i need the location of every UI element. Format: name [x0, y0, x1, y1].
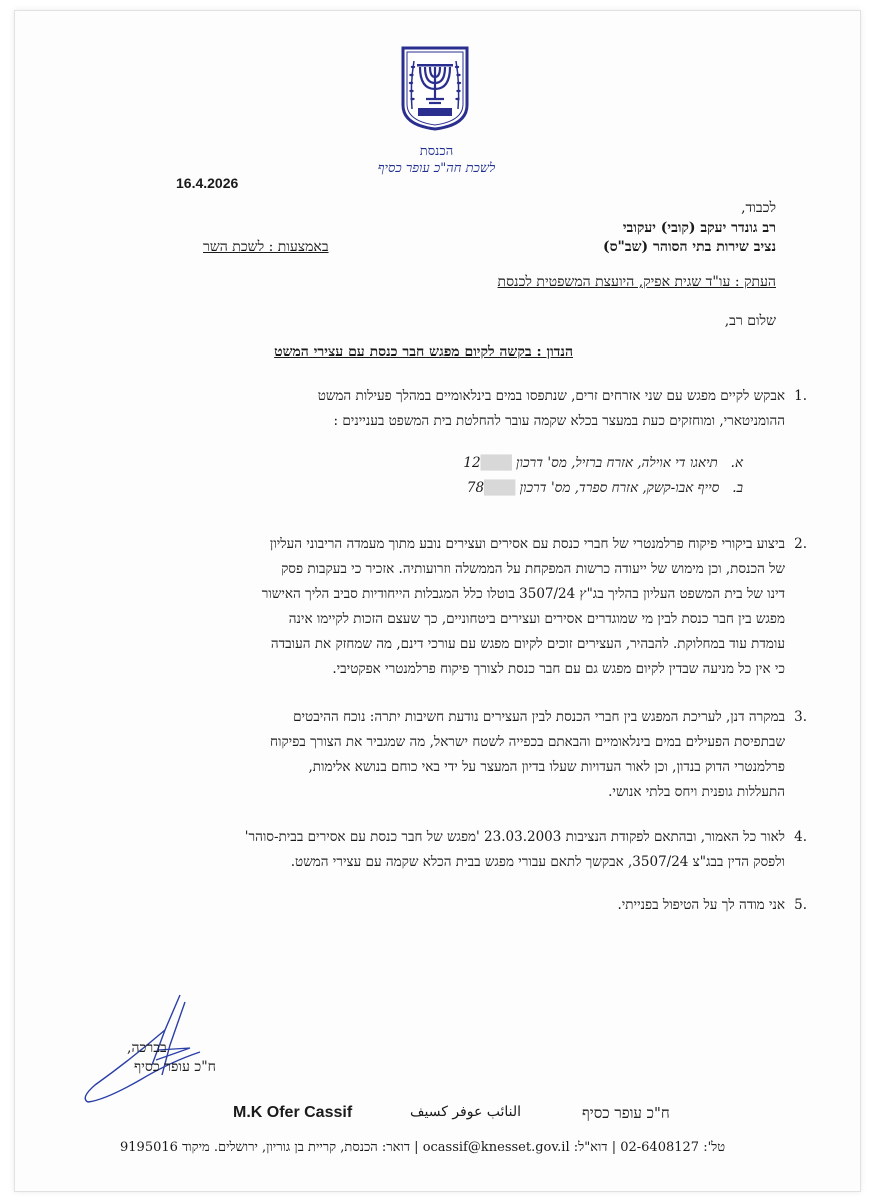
paragraph-4	[95, 825, 807, 875]
paragraph-line: מפגש בין חבר כנסת לבין מי שמוגדרים אסירים ועצירים ביטחוניים, כך שעצם הזכות לקיימו אינה	[288, 611, 785, 627]
paragraph-line: ביצוע ביקורי פיקוח פרלמנטרי של חברי כנסת עם אסירים ועצירים נובע מתוך מעמדה הריבוני העליון	[269, 536, 785, 552]
paragraph-number: 2.	[794, 536, 807, 552]
paragraph-number: 3.	[794, 709, 807, 725]
redacted-passport: ███	[480, 455, 512, 471]
passport-suffix: 12	[463, 455, 481, 471]
name-english: M.K Ofer Cassif	[233, 1104, 353, 1121]
passport-suffix: 78	[466, 480, 485, 496]
paragraph-line: פרלמנטרי הדוק בנדון, וכן לאור העדויות שעלו בדיון המעצר על ידי באי כוחם בנושא אלימות,	[308, 759, 785, 775]
paragraph-number: 5.	[794, 897, 807, 913]
closing: בברכה,	[127, 1040, 167, 1056]
paragraph-1	[95, 384, 807, 434]
paragraph-number: 4.	[794, 829, 807, 845]
detainee-text: תיאגו די אוילה, אזרח ברזיל, מס' דרכון	[516, 455, 718, 471]
via-line: באמצעות : לשכת השר	[203, 239, 329, 255]
paragraph-line: דינו של בית המשפט העליון בהליך בג"ץ 3507/24 בוטלו כלל המגבלות הייחודיות סביב הליך האישור	[261, 586, 785, 602]
cc-line: העתק : עו"ד שגית אפיק, היועצת המשפטית לכנסת	[497, 274, 776, 290]
greeting: שלום רב,	[724, 313, 776, 329]
paragraph-line: של הכנסת, וכן מימוש של ייעודה כרשות המפקחת על הממשלה וזרועותיה. אזכיר כי בעקבות פסק	[281, 561, 785, 577]
paragraph-line: עומדת עוד במחלוקת. להבהיר, העצירים זוכים לקיום מפגש עם עורכי דינם, מה שמחזק את העובדה	[270, 636, 785, 652]
detainee-text: סייף אבו-קשק, אזרח ספרד, מס' דרכון	[519, 480, 720, 496]
paragraph-3	[95, 705, 807, 805]
recipient-title: נציב שירות בתי הסוהר (שב"ס)	[602, 239, 776, 255]
paragraph-line: אבקש לקיים מפגש עם שני אזרחים זרים, שנתפסו במים בינלאומיים במהלך פעילות המשט	[317, 388, 785, 404]
subject-line: הנדון : בקשה לקיום מפגש חבר כנסת עם עצירי המשט	[274, 344, 573, 360]
name-hebrew: ח"כ עופר כסיף	[582, 1104, 670, 1122]
paragraph-line: ולפסק הדין בבג"צ 3507/24, אבקשך לתאם עבורי מפגש בבית הכלא שקמה עם עצירי המשט.	[290, 854, 785, 870]
footer-contact: טל': 02-6408127 | דוא"ל: ocassif@knesset.gov.il | דואר: הכנסת, קריית בן גוריון, ירושלים. מיקוד 9195016	[120, 1140, 726, 1155]
name-arabic: النائب عوفر كسيف	[410, 1104, 522, 1120]
paragraph-number: 1.	[794, 388, 807, 404]
paragraph-line: שבתפיסת הפעילים במים בינלאומיים והבאתם בכפייה לשטח ישראל, מה שמגביר את הצורך בפיקוח	[270, 734, 785, 750]
detainee-item	[467, 480, 743, 496]
paragraph-line: כי אין כל מניעה שבדין לקיום מפגש גם עם חבר כנסת לצורך פיקוח פרלמנטרי אפקטיבי.	[332, 661, 785, 677]
office-name: הכנסת	[419, 144, 454, 159]
paragraph-5	[95, 893, 807, 918]
paragraph-line: ההומניטארי, ומוחזקים כעת במעצר בכלא שקמה עובר להחלטת בית המשפט בעניינים :	[333, 413, 785, 429]
paragraph-line: התעללות גופנית ויחס בלתי אנושי.	[608, 784, 785, 800]
detainee-marker: א.	[730, 455, 743, 471]
detainee-marker: ב.	[732, 480, 743, 496]
paragraph-line: לאור כל האמור, ובהתאם לפקודת הנציבות 23.03.2003 'מפגש של חבר כנסת עם אסירים בבית-סוהר'	[244, 829, 785, 845]
salutation: לכבוד,	[741, 200, 776, 216]
paragraph-line: במקרה דנן, לעריכת המפגש בין חברי הכנסת לבין העצירים נודעת חשיבות יתרה: נוכח ההיבטים	[293, 709, 785, 725]
recipient-name: רב גונדר יעקב (קובי) יעקובי	[622, 220, 776, 236]
paragraph-line: אני מודה לך על הטיפול בפנייתי.	[617, 897, 785, 913]
paragraph-2	[95, 532, 807, 682]
knesset-emblem-icon	[400, 45, 470, 131]
signatory-name: ח"כ עופר כסיף	[134, 1059, 216, 1075]
detainee-item	[463, 455, 743, 471]
office-subtitle: לשכת חה"כ עופר כסיף	[377, 161, 496, 176]
redacted-passport: ███	[484, 480, 516, 496]
letter-date: 16.4.2026	[176, 175, 239, 191]
